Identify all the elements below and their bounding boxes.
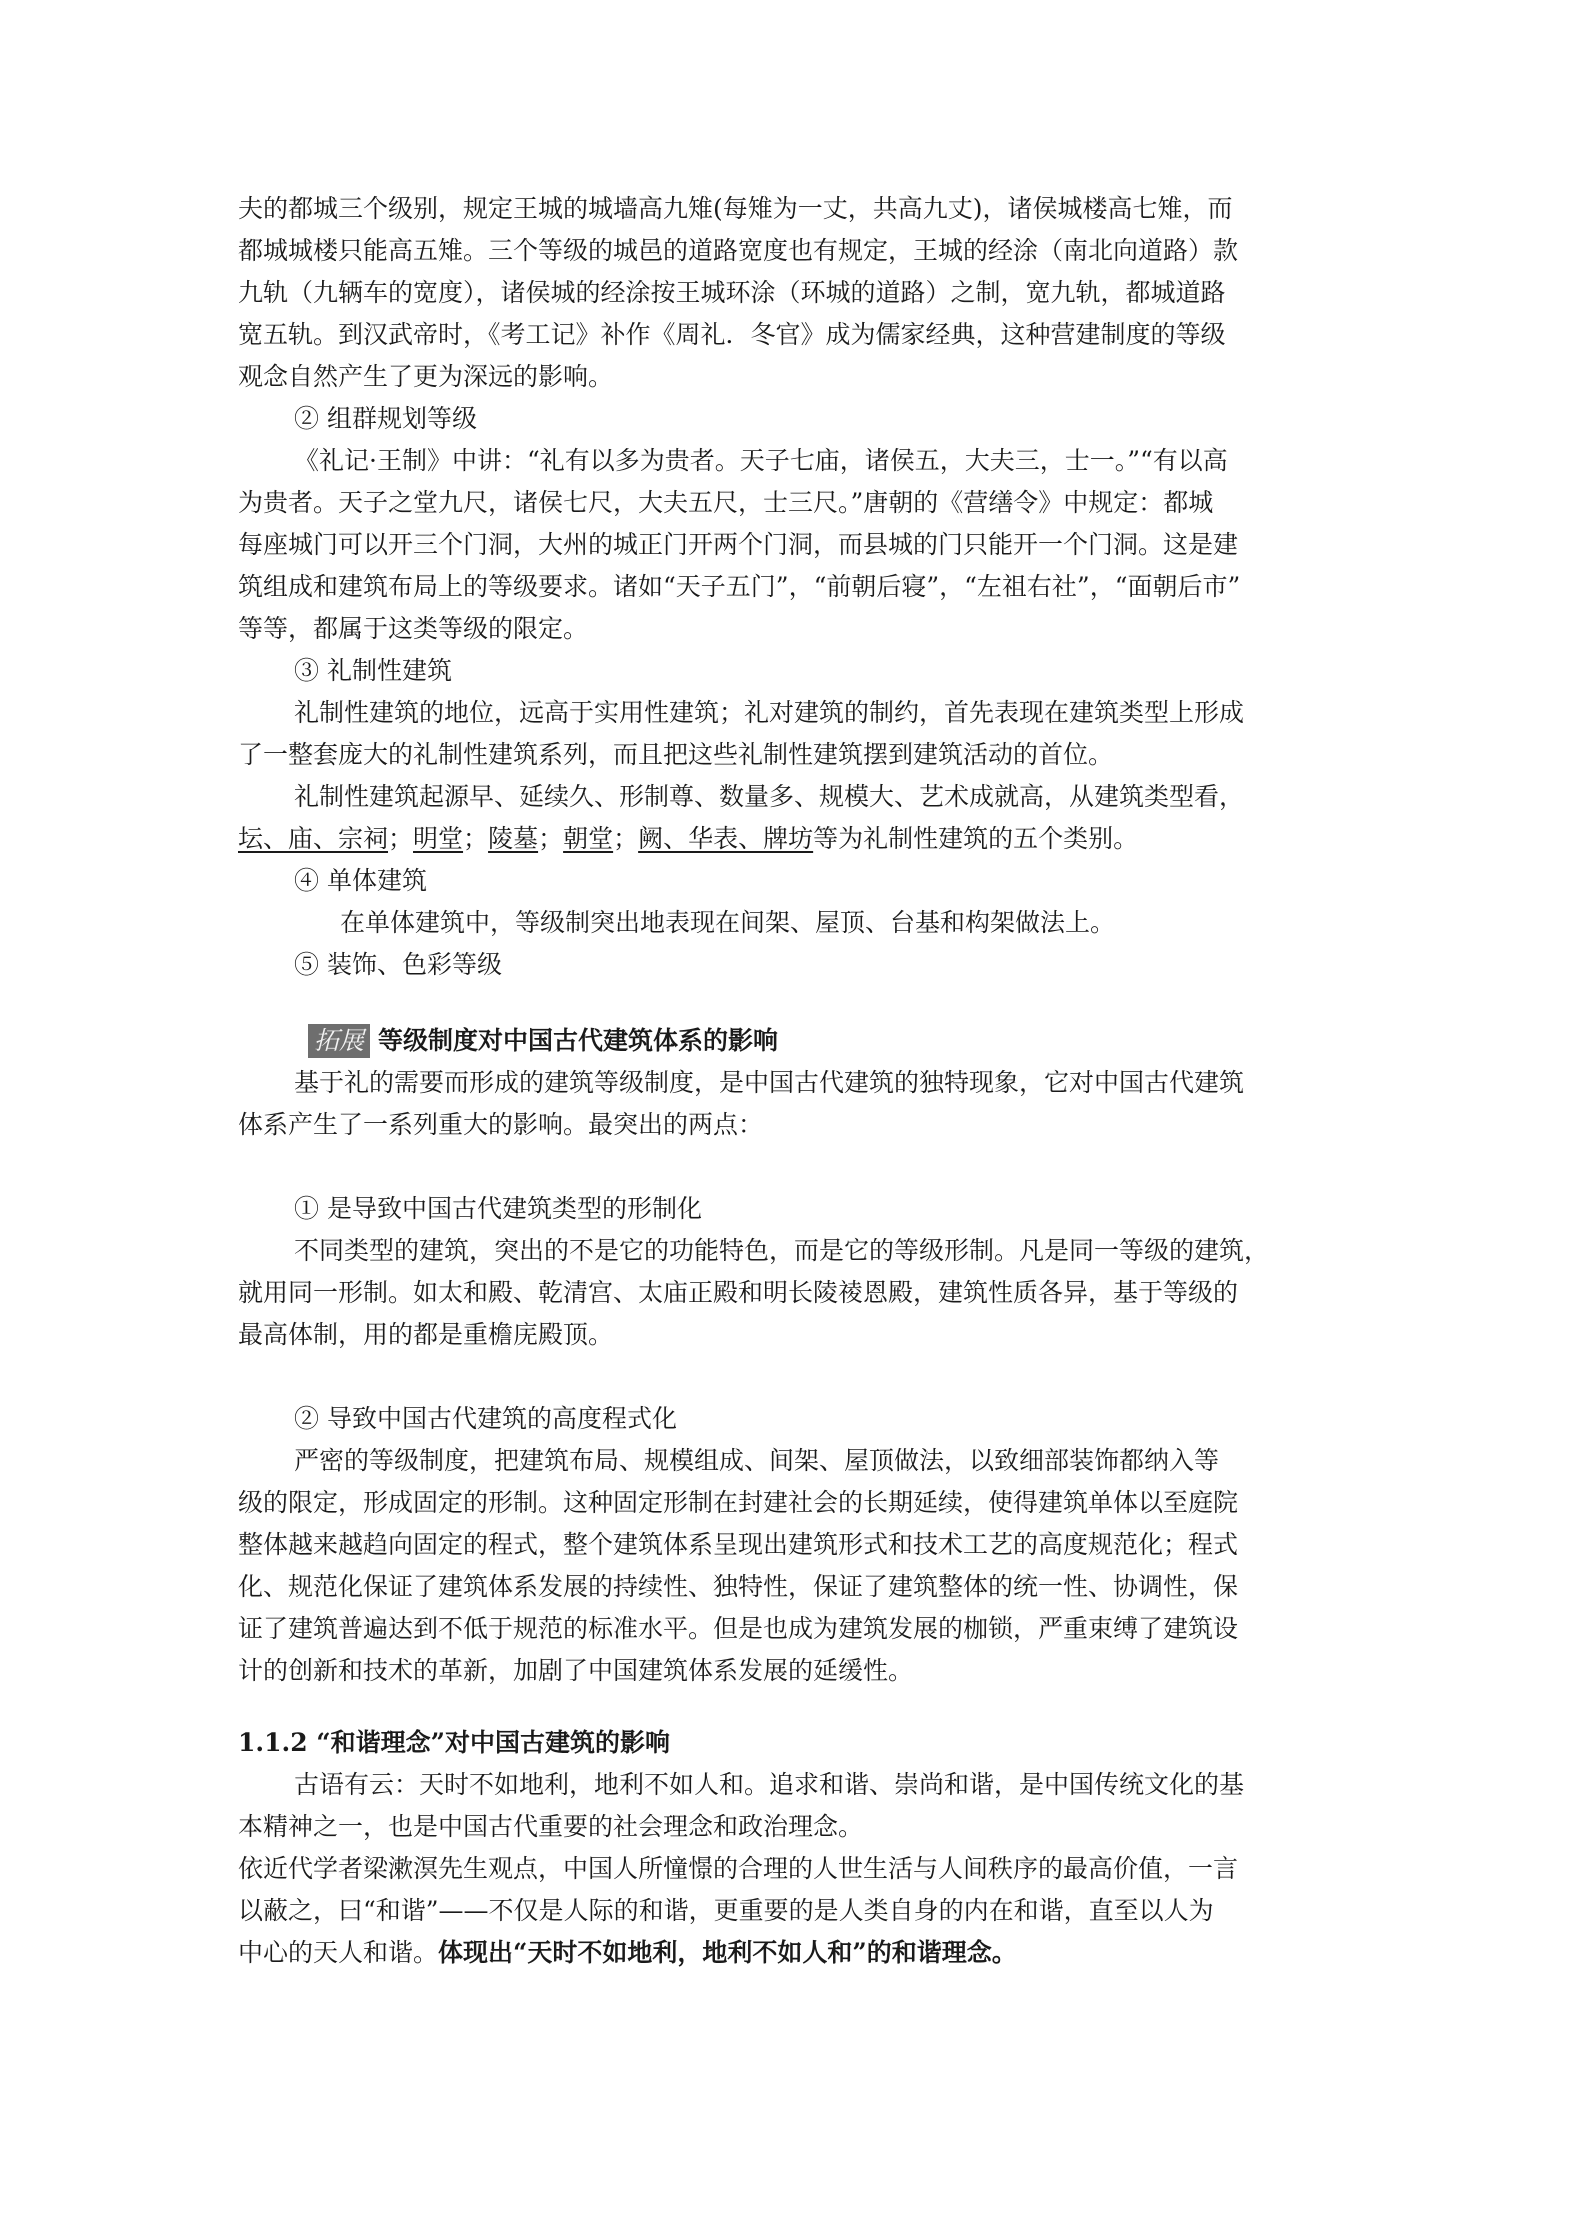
text-line: 每座城门可以开三个门洞，大州的城正门开两个门洞，而县城的门只能开一个门洞。这是建: [238, 530, 1239, 559]
text-line: 观念自然产生了更为深远的影响。: [238, 362, 614, 391]
subheading-ritual-buildings: ③ 礼制性建筑: [294, 656, 452, 685]
underlined-term: 坛、庙、宗祠: [238, 824, 389, 853]
paragraph-liji: [238, 440, 1356, 650]
subheading-single-building: ④ 单体建筑: [294, 866, 427, 895]
separator: ；: [538, 824, 564, 853]
underlined-term: 陵墓: [488, 824, 539, 853]
text-line: 依近代学者梁漱溟先生观点，中国人所憧憬的合理的人世生活与人间秩序的最高价值，一言: [238, 1854, 1239, 1883]
text-line: 等等，都属于这类等级的限定。: [238, 614, 589, 643]
text-line: 夫的都城三个级别，规定王城的城墙高九雉(每雉为一丈，共高九丈)，诸侯城楼高七雉，而: [238, 194, 1233, 223]
paragraph-ritual-status: [238, 692, 1356, 776]
paragraph-liang-shuming: [238, 1848, 1356, 1974]
separator: ；: [613, 824, 639, 853]
underlined-term: 阙、华表、牌坊: [638, 824, 814, 853]
paragraph-standardization: [238, 1440, 1356, 1692]
subheading-group-planning: ② 组群规划等级: [294, 404, 477, 433]
text-tail: 等为礼制性建筑的五个类别。: [813, 824, 1139, 853]
text-line: 了一整套庞大的礼制性建筑系列，而且把这些礼制性建筑摆到建筑活动的首位。: [238, 740, 1114, 769]
extension-heading: [238, 1020, 1356, 1062]
paragraph-harmony-intro: [238, 1764, 1356, 1848]
spacer: [238, 1356, 1356, 1398]
text-line: 基于礼的需要而形成的建筑等级制度，是中国古代建筑的独特现象，它对中国古代建筑: [294, 1068, 1245, 1097]
paragraph-city-levels: [238, 188, 1356, 398]
section-heading-harmony: 1.1.2 “和谐理念”对中国古建筑的影响: [238, 1728, 671, 1757]
text-line-ritual-categories: [238, 818, 1356, 860]
subheading-decoration-color: ⑤ 装饰、色彩等级: [294, 950, 502, 979]
text-line: 最高体制，用的都是重檐庑殿顶。: [238, 1320, 614, 1349]
separator: ；: [463, 824, 489, 853]
text-line: 为贵者。天子之堂九尺，诸侯七尺，大夫五尺，士三尺。”唐朝的《营缮令》中规定：都城: [238, 488, 1214, 517]
paragraph-single-building: 在单体建筑中，等级制突出地表现在间架、屋顶、台基和构架做法上。: [340, 908, 1116, 937]
text-line: [238, 1932, 1356, 1974]
underlined-term: 朝堂: [563, 824, 614, 853]
text-line: 计的创新和技术的革新，加剧了中国建筑体系发展的延缓性。: [238, 1656, 914, 1685]
text-line: 以蔽之，曰“和谐”——不仅是人际的和谐，更重要的是人类自身的内在和谐，直至以人为: [238, 1896, 1214, 1925]
text-line: 级的限定，形成固定的形制。这种固定形制在封建社会的长期延续，使得建筑单体以至庭院: [238, 1488, 1239, 1517]
paragraph-formalization: [238, 1230, 1356, 1356]
text-normal: 中心的天人和谐。: [238, 1938, 439, 1967]
text-line: 九轨（九辆车的宽度），诸侯城的经涂按王城环涂（环城的道路）之制，宽九轨，都城道路: [238, 278, 1226, 307]
spacer: [238, 1146, 1356, 1188]
separator: ；: [388, 824, 414, 853]
paragraph-ritual-types: [238, 776, 1356, 860]
text-line: 就用同一形制。如太和殿、乾清宫、太庙正殿和明长陵祾恩殿，建筑性质各异，基于等级的: [238, 1278, 1239, 1307]
extension-tag: 拓展: [308, 1024, 370, 1058]
text-line: 礼制性建筑起源早、延续久、形制尊、数量多、规模大、艺术成就高，从建筑类型看，: [294, 782, 1245, 811]
text-line: 《礼记·王制》中讲：“礼有以多为贵者。天子七庙，诸侯五，大夫三，士一。”“有以高: [294, 446, 1228, 475]
text-line: 筑组成和建筑布局上的等级要求。诸如“天子五门”，“前朝后寝”，“左祖右社”，“面朝后市”: [238, 572, 1241, 601]
underlined-term: 明堂: [413, 824, 464, 853]
text-line: 整体越来越趋向固定的程式，整个建筑体系呈现出建筑形式和技术工艺的高度规范化；程式: [238, 1530, 1239, 1559]
text-line: 化、规范化保证了建筑体系发展的持续性、独特性，保证了建筑整体的统一性、协调性，保: [238, 1572, 1239, 1601]
subheading-standardization: ② 导致中国古代建筑的高度程式化: [294, 1404, 677, 1433]
text-line: 体系产生了一系列重大的影响。最突出的两点：: [238, 1110, 764, 1139]
subheading-formalization: ① 是导致中国古代建筑类型的形制化: [294, 1194, 702, 1223]
text-line: 古语有云：天时不如地利，地利不如人和。追求和谐、崇尚和谐，是中国传统文化的基: [294, 1770, 1245, 1799]
text-line: 不同类型的建筑，突出的不是它的功能特色，而是它的等级形制。凡是同一等级的建筑，: [294, 1236, 1270, 1265]
extension-title: 等级制度对中国古代建筑体系的影响: [378, 1026, 779, 1055]
text-line: 证了建筑普遍达到不低于规范的标准水平。但是也成为建筑发展的枷锁，严重束缚了建筑设: [238, 1614, 1239, 1643]
paragraph-hierarchy-influence: [238, 1062, 1356, 1146]
text-line: 本精神之一，也是中国古代重要的社会理念和政治理念。: [238, 1812, 864, 1841]
page-content: [238, 188, 1356, 1974]
text-emphasis: 体现出“天时不如地利，地利不如人和”的和谐理念。: [438, 1938, 1017, 1967]
text-line: 严密的等级制度，把建筑布局、规模组成、间架、屋顶做法，以致细部装饰都纳入等: [294, 1446, 1220, 1475]
text-line: 都城城楼只能高五雉。三个等级的城邑的道路宽度也有规定，王城的经涂（南北向道路）款: [238, 236, 1239, 265]
text-line: 宽五轨。到汉武帝时，《考工记》补作《周礼．冬官》成为儒家经典，这种营建制度的等级: [238, 320, 1226, 349]
text-line: 礼制性建筑的地位，远高于实用性建筑；礼对建筑的制约，首先表现在建筑类型上形成: [294, 698, 1245, 727]
